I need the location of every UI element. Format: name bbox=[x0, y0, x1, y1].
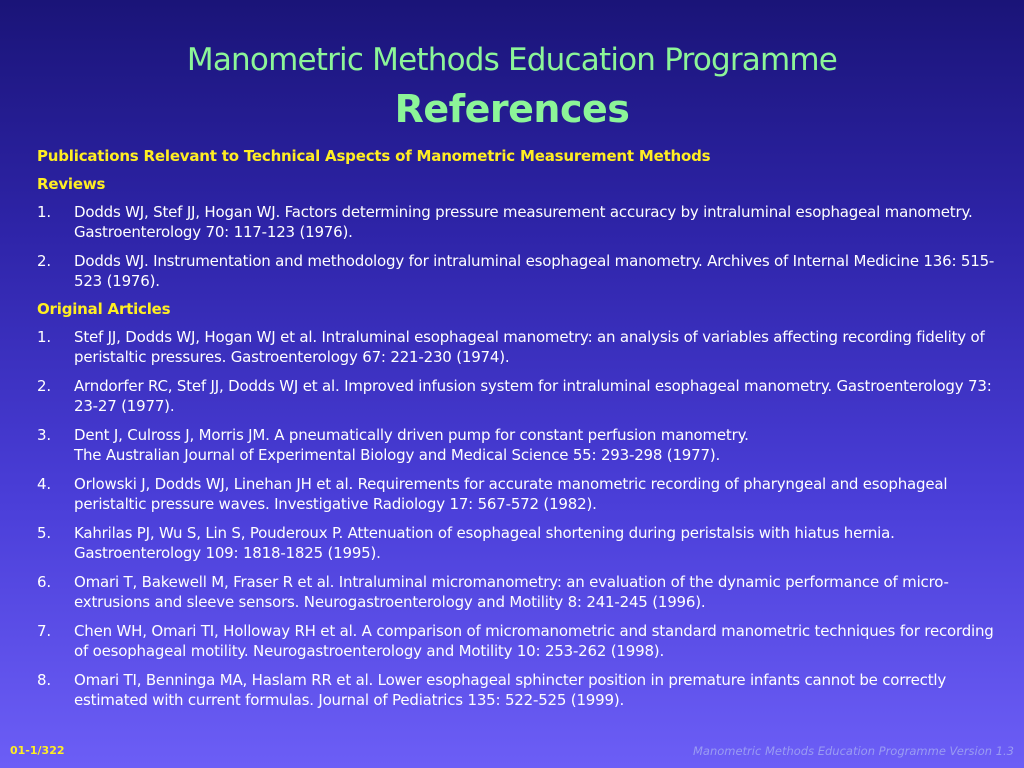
reference-item bbox=[37, 327, 1007, 367]
reference-text: Kahrilas PJ, Wu S, Lin S, Pouderoux P. Attenuation of esophageal shortening during peristalsis with hiatus hernia. Gastroenterology 109: 1818-1825 (1995). bbox=[74, 524, 895, 562]
reference-item bbox=[37, 621, 1007, 661]
reference-item bbox=[37, 474, 1007, 514]
reference-item bbox=[37, 572, 1007, 612]
slide-number: 01-1/322 bbox=[10, 744, 65, 757]
reference-item bbox=[37, 376, 1007, 416]
reference-number: 1. bbox=[37, 203, 51, 221]
reference-text: Omari TI, Benninga MA, Haslam RR et al. Lower esophageal sphincter position in premature infants cannot be correctly estimated with current formulas. Journal of Pediatrics 135: 522-525 (1999). bbox=[74, 671, 947, 709]
programme-version: Manometric Methods Education Programme Version 1.3 bbox=[692, 744, 1014, 758]
reference-item bbox=[37, 670, 1007, 710]
reference-number: 2. bbox=[37, 377, 51, 395]
reviews-heading: Reviews bbox=[37, 175, 106, 193]
reference-item bbox=[37, 251, 1007, 291]
reference-text: Stef JJ, Dodds WJ, Hogan WJ et al. Intraluminal esophageal manometry: an analysis of variables affecting recording fidelity of peristaltic pressures. Gastroenterology 67: 221-230 (1974). bbox=[74, 328, 985, 366]
reference-item bbox=[37, 202, 1007, 242]
reference-text: Chen WH, Omari TI, Holloway RH et al. A comparison of micromanometric and standard manometric techniques for recording of oesophageal motility. Neurogastroenterology and Motility 10: 253-262 (1998). bbox=[74, 622, 994, 660]
reference-text: Dodds WJ. Instrumentation and methodology for intraluminal esophageal manometry. Archives of Internal Medicine 136: 515-523 (1976). bbox=[74, 252, 995, 290]
original-articles-list bbox=[37, 327, 1007, 710]
original-articles-heading: Original Articles bbox=[37, 300, 171, 318]
reviews-list bbox=[37, 202, 1007, 291]
reference-number: 1. bbox=[37, 328, 51, 346]
reference-text-line-1: Dent J, Culross J, Morris JM. A pneumatically driven pump for constant perfusion manometry. bbox=[74, 426, 749, 444]
intro-heading: Publications Relevant to Technical Aspects of Manometric Measurement Methods bbox=[37, 147, 711, 165]
reference-number: 4. bbox=[37, 475, 51, 493]
reference-text: Omari T, Bakewell M, Fraser R et al. Intraluminal micromanometry: an evaluation of the dynamic performance of micro-extrusions and sleeve sensors. Neurogastroenterology and Motility 8: 241-245 (1996). bbox=[74, 573, 949, 611]
reference-item bbox=[37, 523, 1007, 563]
reference-text bbox=[74, 425, 1007, 465]
reference-text: Arndorfer RC, Stef JJ, Dodds WJ et al. Improved infusion system for intraluminal esophageal manometry. Gastroenterology 73: 23-27 (1977). bbox=[74, 377, 992, 415]
reference-number: 2. bbox=[37, 252, 51, 270]
reference-text-line-2: The Australian Journal of Experimental Biology and Medical Science 55: 293-298 (1977). bbox=[74, 446, 721, 464]
reference-number: 8. bbox=[37, 671, 51, 689]
slide-subtitle: References bbox=[394, 87, 630, 131]
reference-number: 5. bbox=[37, 524, 51, 542]
slide-title: Manometric Methods Education Programme bbox=[186, 42, 838, 78]
reference-number: 3. bbox=[37, 426, 51, 444]
reference-text: Dodds WJ, Stef JJ, Hogan WJ. Factors determining pressure measurement accuracy by intraluminal esophageal manometry. Gastroenterology 70: 117-123 (1976). bbox=[74, 203, 973, 241]
reference-item bbox=[37, 425, 1007, 465]
reference-number: 6. bbox=[37, 573, 51, 591]
references-content bbox=[37, 146, 1007, 718]
reference-number: 7. bbox=[37, 622, 51, 640]
reference-text: Orlowski J, Dodds WJ, Linehan JH et al. Requirements for accurate manometric recording of pharyngeal and esophageal peristaltic pressure waves. Investigative Radiology 17: 567-572 (1982). bbox=[74, 475, 948, 513]
